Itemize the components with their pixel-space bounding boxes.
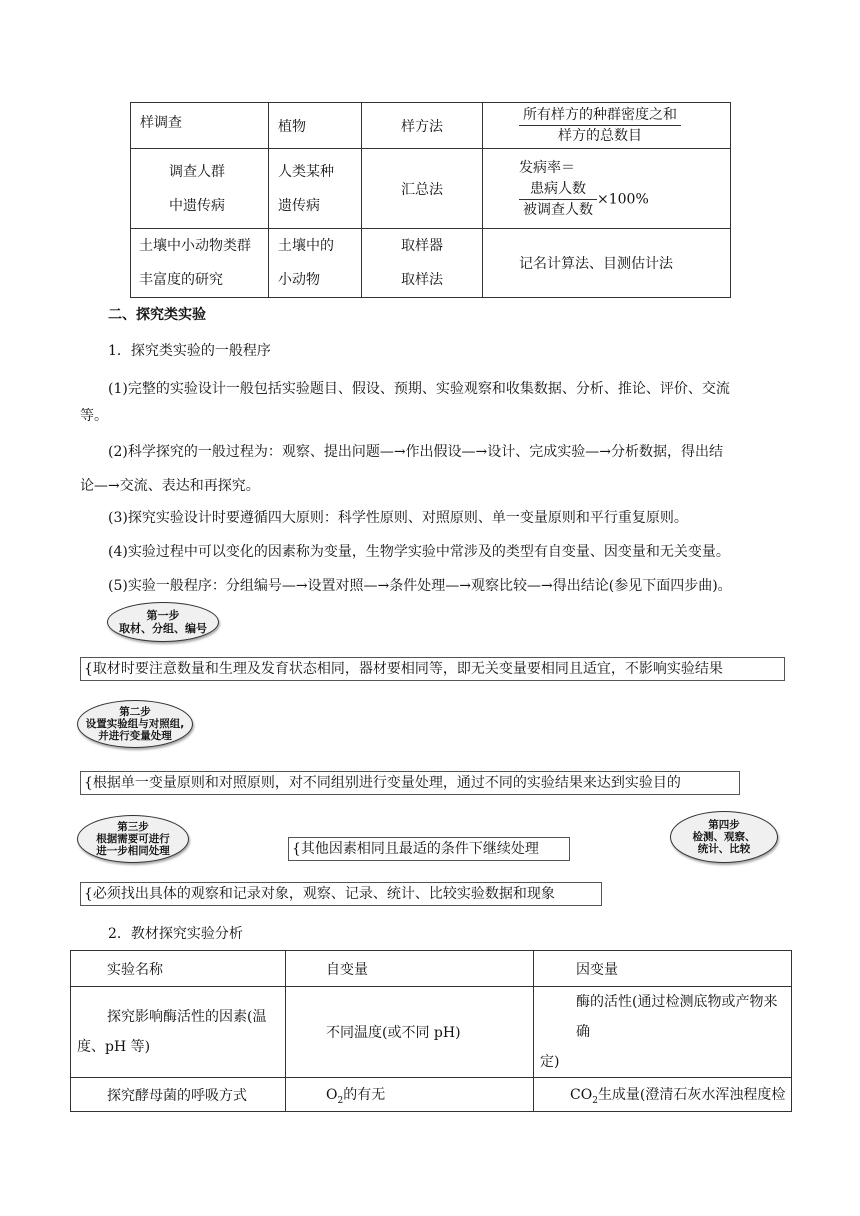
cell-text: 不同温度(或不同 pH) <box>326 1025 461 1041</box>
formula-numerator: 所有样方的种群密度之和 <box>519 105 681 126</box>
cell-text: 调查人群 <box>169 163 225 180</box>
sampling-methods-table <box>130 102 731 298</box>
table-cell <box>286 987 534 1078</box>
subheading-1: 1．探究类实验的一般程序 <box>108 343 271 359</box>
cell-text: 取样器 <box>401 238 443 254</box>
cell-text: 样方法 <box>401 118 443 135</box>
cell-text: CO <box>570 1086 593 1103</box>
cell-text: 土壤中的 <box>278 238 334 254</box>
cell-text: 记名计算法、目测估计法 <box>519 256 673 272</box>
cell-text: 遗传病 <box>278 197 320 214</box>
paragraph-4: (4)实验过程中可以变化的因素称为变量，生物学实验中常涉及的类型有自变量、因变量和无关变量。 <box>108 544 730 560</box>
table-row <box>71 1078 792 1112</box>
cell-text: 探究影响酶活性的因素(温 <box>107 1009 267 1025</box>
header-cell <box>286 951 534 987</box>
step-1-oval <box>107 602 219 642</box>
step-4-note: {必须找出具体的观察和记录对象，观察、记录、统计、比较实验数据和现象 <box>80 882 602 906</box>
header-text: 实验名称 <box>107 961 163 978</box>
table-cell <box>269 103 362 149</box>
table-cell <box>71 1078 286 1112</box>
table-cell <box>362 149 483 229</box>
table-cell <box>483 103 731 149</box>
table-cell <box>362 229 483 298</box>
paragraph-2b: 论—→交流、表达和再探究。 <box>80 478 260 494</box>
paragraph-2a: (2)科学探究的一般过程为：观察、提出问题—→作出假设—→设计、完成实验—→分析数据，得出结 <box>108 444 724 460</box>
table-cell <box>483 149 731 229</box>
header-text: 自变量 <box>326 961 368 978</box>
step-1-title: 第一步 <box>146 609 180 622</box>
formula-numerator: 患病人数 <box>519 179 597 200</box>
cell-text: 汇总法 <box>401 181 443 198</box>
formula-denominator: 样方的总数目 <box>558 128 642 144</box>
cell-text: 生成量(澄清石灰水浑浊程度检 <box>597 1086 786 1103</box>
cell-text: 样调查 <box>140 115 182 131</box>
step-2-text: 设置实验组与对照组, <box>85 718 185 730</box>
table-cell <box>131 229 269 298</box>
step-4-text: 统计、比较 <box>697 843 751 855</box>
paragraph-3: (3)探究实验设计时要遵循四大原则：科学性原则、对照原则、单一变量原则和平行重复原则。 <box>108 510 688 526</box>
formula-denominator: 被调查人数 <box>523 202 593 218</box>
cell-text: 取样法 <box>401 272 443 288</box>
step-4-text: 检测、观察、 <box>692 831 756 843</box>
cell-subscript: 2 <box>592 1095 598 1106</box>
cell-subscript: 2 <box>337 1095 344 1106</box>
cell-text: 土壤中小动物类群 <box>139 238 251 254</box>
step-2-title: 第二步 <box>119 706 151 718</box>
cell-text: 定) <box>540 1054 560 1070</box>
table-row <box>131 103 731 149</box>
paragraph-1a: (1)完整的实验设计一般包括实验题目、假设、预期、实验观察和收集数据、分析、推论、评价、交流 <box>108 381 730 397</box>
cell-text: 探究酵母菌的呼吸方式 <box>107 1087 247 1104</box>
table-cell <box>131 149 269 229</box>
cell-text: 中遗传病 <box>169 197 225 214</box>
step-4-oval <box>670 811 778 863</box>
cell-text: O <box>326 1086 338 1103</box>
table-cell <box>286 1078 534 1112</box>
table-cell <box>269 149 362 229</box>
header-text: 因变量 <box>576 961 618 978</box>
density-formula <box>519 105 681 146</box>
step-2-oval <box>77 700 193 748</box>
cell-text: 的有无 <box>343 1086 386 1103</box>
step-3-title: 第三步 <box>117 821 149 833</box>
header-cell <box>534 951 792 987</box>
step-2-text: 并进行变量处理 <box>98 730 172 742</box>
cell-text: 度、pH 等) <box>77 1039 151 1055</box>
table-cell <box>71 987 286 1078</box>
table-header-row <box>71 951 792 987</box>
formula-prefix: 发病率＝ <box>519 160 575 176</box>
subheading-2: 2．教材探究实验分析 <box>108 926 243 942</box>
step-4-title: 第四步 <box>708 819 740 831</box>
step-3-text: 进一步相同处理 <box>96 845 170 857</box>
step-1-text: 取材、分组、编号 <box>119 622 207 635</box>
cell-text: 人类某种 <box>278 163 334 180</box>
cell-text: 小动物 <box>278 272 320 288</box>
table-row <box>131 229 731 298</box>
incidence-formula <box>519 179 597 220</box>
step-3-oval <box>77 815 189 863</box>
textbook-experiments-table <box>70 950 792 1112</box>
cell-text: 丰富度的研究 <box>139 272 223 288</box>
step-2-note: {根据单一变量原则和对照原则，对不同组别进行变量处理，通过不同的实验结果来达到实验目的 <box>80 771 740 795</box>
paragraph-1b: 等。 <box>80 408 108 424</box>
table-cell <box>131 103 269 149</box>
step-1-note: {取材时要注意数量和生理及发育状态相同，器材要相同等，即无关变量要相同且适宜，不影响实验结果 <box>80 657 785 681</box>
table-cell <box>534 1078 792 1112</box>
header-cell <box>71 951 286 987</box>
step-3-text: 根据需要可进行 <box>96 833 170 845</box>
table-row <box>71 987 792 1078</box>
cell-text: 酶的活性(通过检测底物或产物来确 <box>576 994 778 1040</box>
table-cell <box>483 229 731 298</box>
table-cell <box>534 987 792 1078</box>
section-heading: 二、探究类实验 <box>108 307 206 323</box>
cell-text: 植物 <box>278 118 306 135</box>
table-row <box>131 149 731 229</box>
table-cell <box>269 229 362 298</box>
formula-suffix: ×100% <box>597 191 649 208</box>
paragraph-5: (5)实验一般程序：分组编号—→设置对照—→条件处理—→观察比较—→得出结论(参见下面四步曲)。 <box>108 578 732 594</box>
step-3-note: {其他因素相同且最适的条件下继续处理 <box>288 837 570 861</box>
table-cell <box>362 103 483 149</box>
